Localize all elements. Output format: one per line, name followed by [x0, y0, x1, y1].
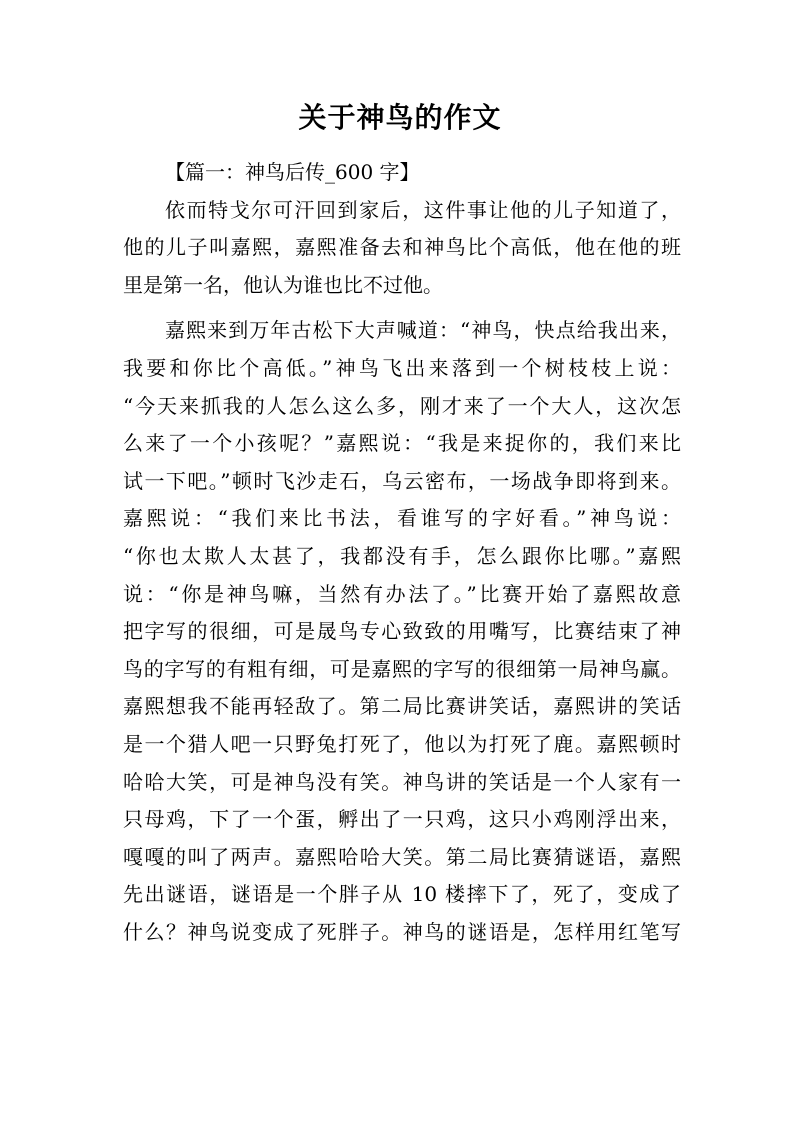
paragraph-line: 说：“你是神鸟嘛，当然有办法了。”比赛开始了嘉熙故意 — [123, 581, 681, 606]
paragraph-line: 嘉熙想我不能再轻敌了。第二局比赛讲笑话，嘉熙讲的笑话 — [123, 694, 681, 719]
paragraph-line: 嘉熙来到万年古松下大声喊道：“神鸟，快点给我出来， — [165, 318, 681, 343]
paragraph-line: 依而特戈尔可汗回到家后，这件事让他的儿子知道了， — [165, 197, 681, 222]
paragraph-line: 只母鸡，下了一个蛋，孵出了一只鸡，这只小鸡刚浮出来， — [123, 807, 681, 832]
paragraph-line: 试一下吧。”顿时飞沙走石，乌云密布，一场战争即将到来。 — [123, 468, 681, 493]
paragraph-line: 么来了一个小孩呢？”嘉熙说：“我是来捉你的，我们来比 — [123, 431, 681, 456]
section-heading: 【篇一：神鸟后传_600 字】 — [165, 160, 420, 184]
paragraph-line: 我要和你比个高低。”神鸟飞出来落到一个树枝枝上说： — [123, 355, 681, 380]
paragraph-line: 哈哈大笑，可是神鸟没有笑。神鸟讲的笑话是一个人家有一 — [123, 769, 681, 794]
document-title: 关于神鸟的作文 — [298, 101, 502, 134]
paragraph-line: “今天来抓我的人怎么这么多，刚才来了一个大人，这次怎 — [123, 393, 681, 418]
paragraph-line: “你也太欺人太甚了，我都没有手，怎么跟你比哪。”嘉熙 — [123, 543, 681, 568]
paragraph-line: 鸟的字写的有粗有细，可是嘉熙的字写的很细第一局神鸟赢。 — [123, 656, 681, 681]
paragraph-1 — [123, 192, 681, 305]
paragraph-line: 嘎嘎的叫了两声。嘉熙哈哈大笑。第二局比赛猜谜语，嘉熙 — [123, 844, 681, 869]
paragraph-line: 里是第一名，他认为谁也比不过他。 — [123, 272, 443, 297]
paragraph-2 — [123, 312, 681, 951]
paragraph-line: 他的儿子叫嘉熙，嘉熙准备去和神鸟比个高低，他在他的班 — [123, 235, 681, 260]
paragraph-line: 先出谜语，谜语是一个胖子从 10 楼摔下了，死了，变成了 — [123, 882, 681, 907]
paragraph-spacer — [123, 304, 681, 312]
paragraph-line: 把字写的很细，可是晟鸟专心致致的用嘴写，比赛结束了神 — [123, 619, 681, 644]
paragraph-line: 是一个猎人吧一只野兔打死了，他以为打死了鹿。嘉熙顿时 — [123, 731, 681, 756]
paragraph-line: 什么？神鸟说变成了死胖子。神鸟的谜语是，怎样用红笔写 — [123, 919, 681, 944]
document-body — [123, 154, 681, 951]
paragraph-line: 嘉熙说：“我们来比书法，看谁写的字好看。”神鸟说： — [123, 506, 681, 531]
